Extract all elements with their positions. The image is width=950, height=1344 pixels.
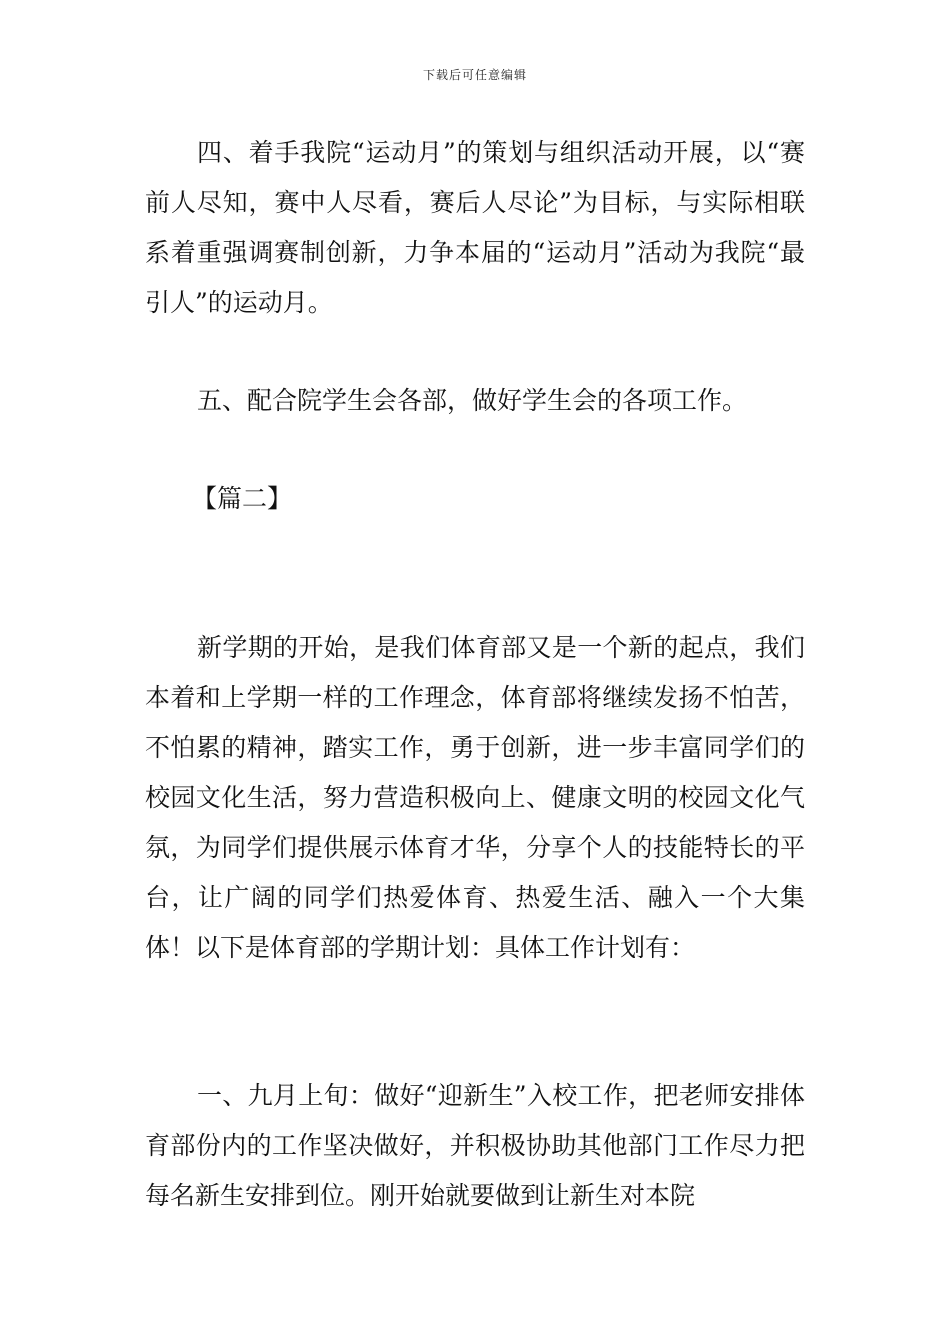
section-heading: 【篇二】: [192, 484, 293, 513]
page-header: 下载后可任意编辑: [422, 68, 527, 82]
paragraph-one: 一、九月上旬：做好“迎新生”入校工作，把老师安排体育部份内的工作坚决做好，并积极协助其他部门工作尽力把每名新生安排到位。刚开始就要做到让新生对本院: [145, 1081, 805, 1210]
intro-paragraph: 新学期的开始，是我们体育部又是一个新的起点，我们本着和上学期一样的工作理念，体育部将继续发扬不怕苦，不怕累的精神，踏实工作，勇于创新，进一步丰富同学们的校园文化生活，努力营造积极向上、健康文明的校园文化气氛，为同学们提供展示体育才华，分享个人的技能特长的平台，让广阔的同学们热爱体育、热爱生活、融入一个大集体！以下是体育部的学期计划：具体工作计划有：: [145, 633, 805, 962]
paragraph-five: 五、配合院学生会各部，做好学生会的各项工作。: [197, 386, 748, 415]
paragraph-four: 四、着手我院“运动月”的策划与组织活动开展，以“赛前人尽知，赛中人尽看，赛后人尽论”为目标，与实际相联系着重强调赛制创新，力争本届的“运动月”活动为我院“最引人”的运动月。: [145, 138, 805, 317]
